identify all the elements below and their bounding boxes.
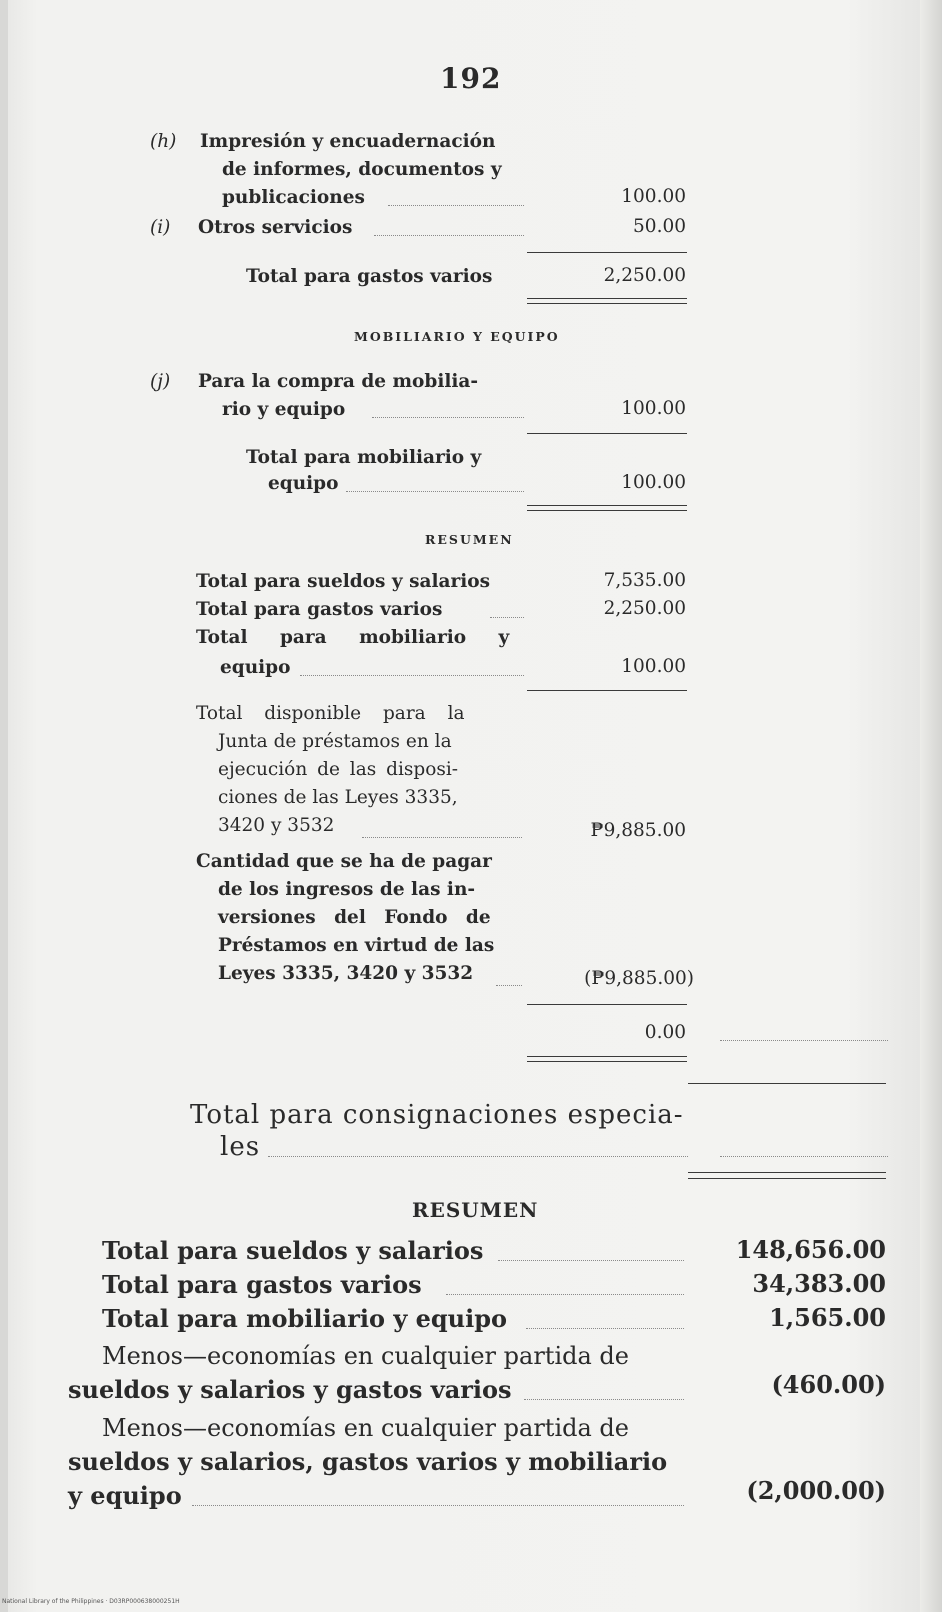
res-cantidad-line: Préstamos en virtud de las: [218, 935, 495, 956]
leader-dots: [388, 205, 524, 206]
big-menos1-line1: Menos—economías en cualquier partida de: [102, 1342, 629, 1370]
big-mob-label: Total para mobiliario y equipo: [102, 1304, 508, 1333]
item-j-line2: rio y equipo: [222, 399, 346, 420]
big-mob-amount: 1,565.00: [769, 1303, 886, 1332]
total-especiales-line1: Total para consignaciones especia-: [190, 1100, 684, 1130]
leader-dots: [446, 1294, 684, 1295]
res-gastos-amount: 2,250.00: [603, 598, 686, 619]
double-rule: [688, 1172, 886, 1173]
item-i-label: Otros servicios: [198, 217, 353, 238]
sum-rule: [527, 252, 687, 253]
res-mob-amount: 100.00: [621, 656, 686, 677]
item-h-line3: publicaciones: [222, 187, 365, 208]
sum-rule: [527, 690, 687, 691]
res-cantidad-amount: (₱9,885.00): [584, 968, 694, 989]
leader-dots: [362, 837, 522, 838]
footer-attribution: National Library of the Philippines · D03RP000638000251H: [2, 1598, 180, 1605]
leader-dots: [524, 1399, 684, 1400]
res-disponible-line: 3420 y 3532: [218, 815, 335, 836]
item-j-mark: (j): [150, 371, 171, 392]
double-rule: [527, 303, 687, 304]
item-j-amount: 100.00: [621, 398, 686, 419]
item-i-mark: (i): [150, 217, 171, 238]
item-i-amount: 50.00: [633, 216, 686, 237]
big-menos2-line2: sueldos y salarios, gastos varios y mobiliario: [68, 1447, 668, 1476]
res-disponible-line: Total disponible para la: [196, 703, 465, 724]
res-disponible-line: Junta de préstamos en la: [218, 731, 452, 752]
total-mob-line1: Total para mobiliario y: [246, 447, 482, 468]
item-h-amount: 100.00: [621, 186, 686, 207]
total-mob-line2: equipo: [268, 473, 339, 494]
total-gastos-label: Total para gastos varios: [246, 266, 493, 287]
res-net-amount: 0.00: [644, 1022, 686, 1043]
leader-dots: [372, 417, 524, 418]
big-menos2-line1: Menos—economías en cualquier partida de: [102, 1414, 629, 1442]
big-menos2-line3: y equipo: [68, 1481, 182, 1510]
big-sueldos-label: Total para sueldos y salarios: [102, 1236, 484, 1265]
sum-rule: [527, 1004, 687, 1005]
resumen-small-heading: RESUMEN: [425, 532, 514, 547]
res-sueldos-amount: 7,535.00: [603, 570, 686, 591]
leader-dots: [496, 985, 522, 986]
double-rule: [527, 298, 687, 299]
item-h-mark: (h): [150, 131, 177, 152]
leader-dots: [300, 675, 524, 676]
double-rule: [527, 1056, 687, 1057]
res-cantidad-line: Leyes 3335, 3420 y 3532: [218, 963, 474, 984]
leader-dots: [268, 1156, 688, 1157]
leader-dots: [192, 1505, 684, 1506]
res-gastos-label: Total para gastos varios: [196, 599, 443, 620]
sum-rule: [688, 1083, 886, 1084]
big-menos1-amount: (460.00): [771, 1370, 886, 1399]
big-menos1-line2: sueldos y salarios y gastos varios: [68, 1375, 512, 1404]
res-cantidad-line: Cantidad que se ha de pagar: [196, 851, 492, 872]
big-sueldos-amount: 148,656.00: [735, 1235, 886, 1264]
double-rule: [527, 510, 687, 511]
scan-edge-left: [0, 0, 8, 1612]
item-h-line1: Impresión y encuadernación: [200, 131, 496, 152]
res-disponible-amount: ₱9,885.00: [590, 820, 686, 841]
res-cantidad-text: [196, 848, 494, 988]
double-rule: [527, 505, 687, 506]
res-disponible-line: ciones de las Leyes 3335,: [218, 787, 458, 808]
res-disponible-line: ejecución de las disposi-: [218, 759, 459, 780]
leader-dots: [346, 491, 524, 492]
item-j-line1: Para la compra de mobilia-: [198, 371, 479, 392]
big-gastos-amount: 34,383.00: [752, 1269, 886, 1298]
total-gastos-amount: 2,250.00: [603, 265, 686, 286]
double-rule: [527, 1061, 687, 1062]
total-mob-amount: 100.00: [621, 472, 686, 493]
page-number: 192: [440, 62, 502, 95]
res-mob-line1: Total para mobiliario y: [196, 627, 510, 648]
big-gastos-label: Total para gastos varios: [102, 1270, 422, 1299]
resumen-big-heading: RESUMEN: [412, 1198, 539, 1222]
res-disponible-text: [196, 700, 465, 840]
leader-dots: [374, 235, 524, 236]
res-cantidad-line: versiones del Fondo de: [218, 907, 491, 928]
total-especiales-line2: les: [220, 1132, 261, 1162]
scan-edge-right: [920, 0, 942, 1612]
double-rule: [688, 1178, 886, 1179]
leader-dots: [720, 1040, 888, 1041]
mobiliario-heading: MOBILIARIO Y EQUIPO: [354, 329, 560, 344]
res-sueldos-label: Total para sueldos y salarios: [196, 571, 491, 592]
big-menos2-amount: (2,000.00): [746, 1476, 886, 1505]
res-mob-line2: equipo: [220, 657, 291, 678]
sum-rule: [527, 433, 687, 434]
item-h-line2: de informes, documentos y: [222, 159, 502, 180]
leader-dots: [720, 1156, 888, 1157]
res-cantidad-line: de los ingresos de las in-: [218, 879, 476, 900]
